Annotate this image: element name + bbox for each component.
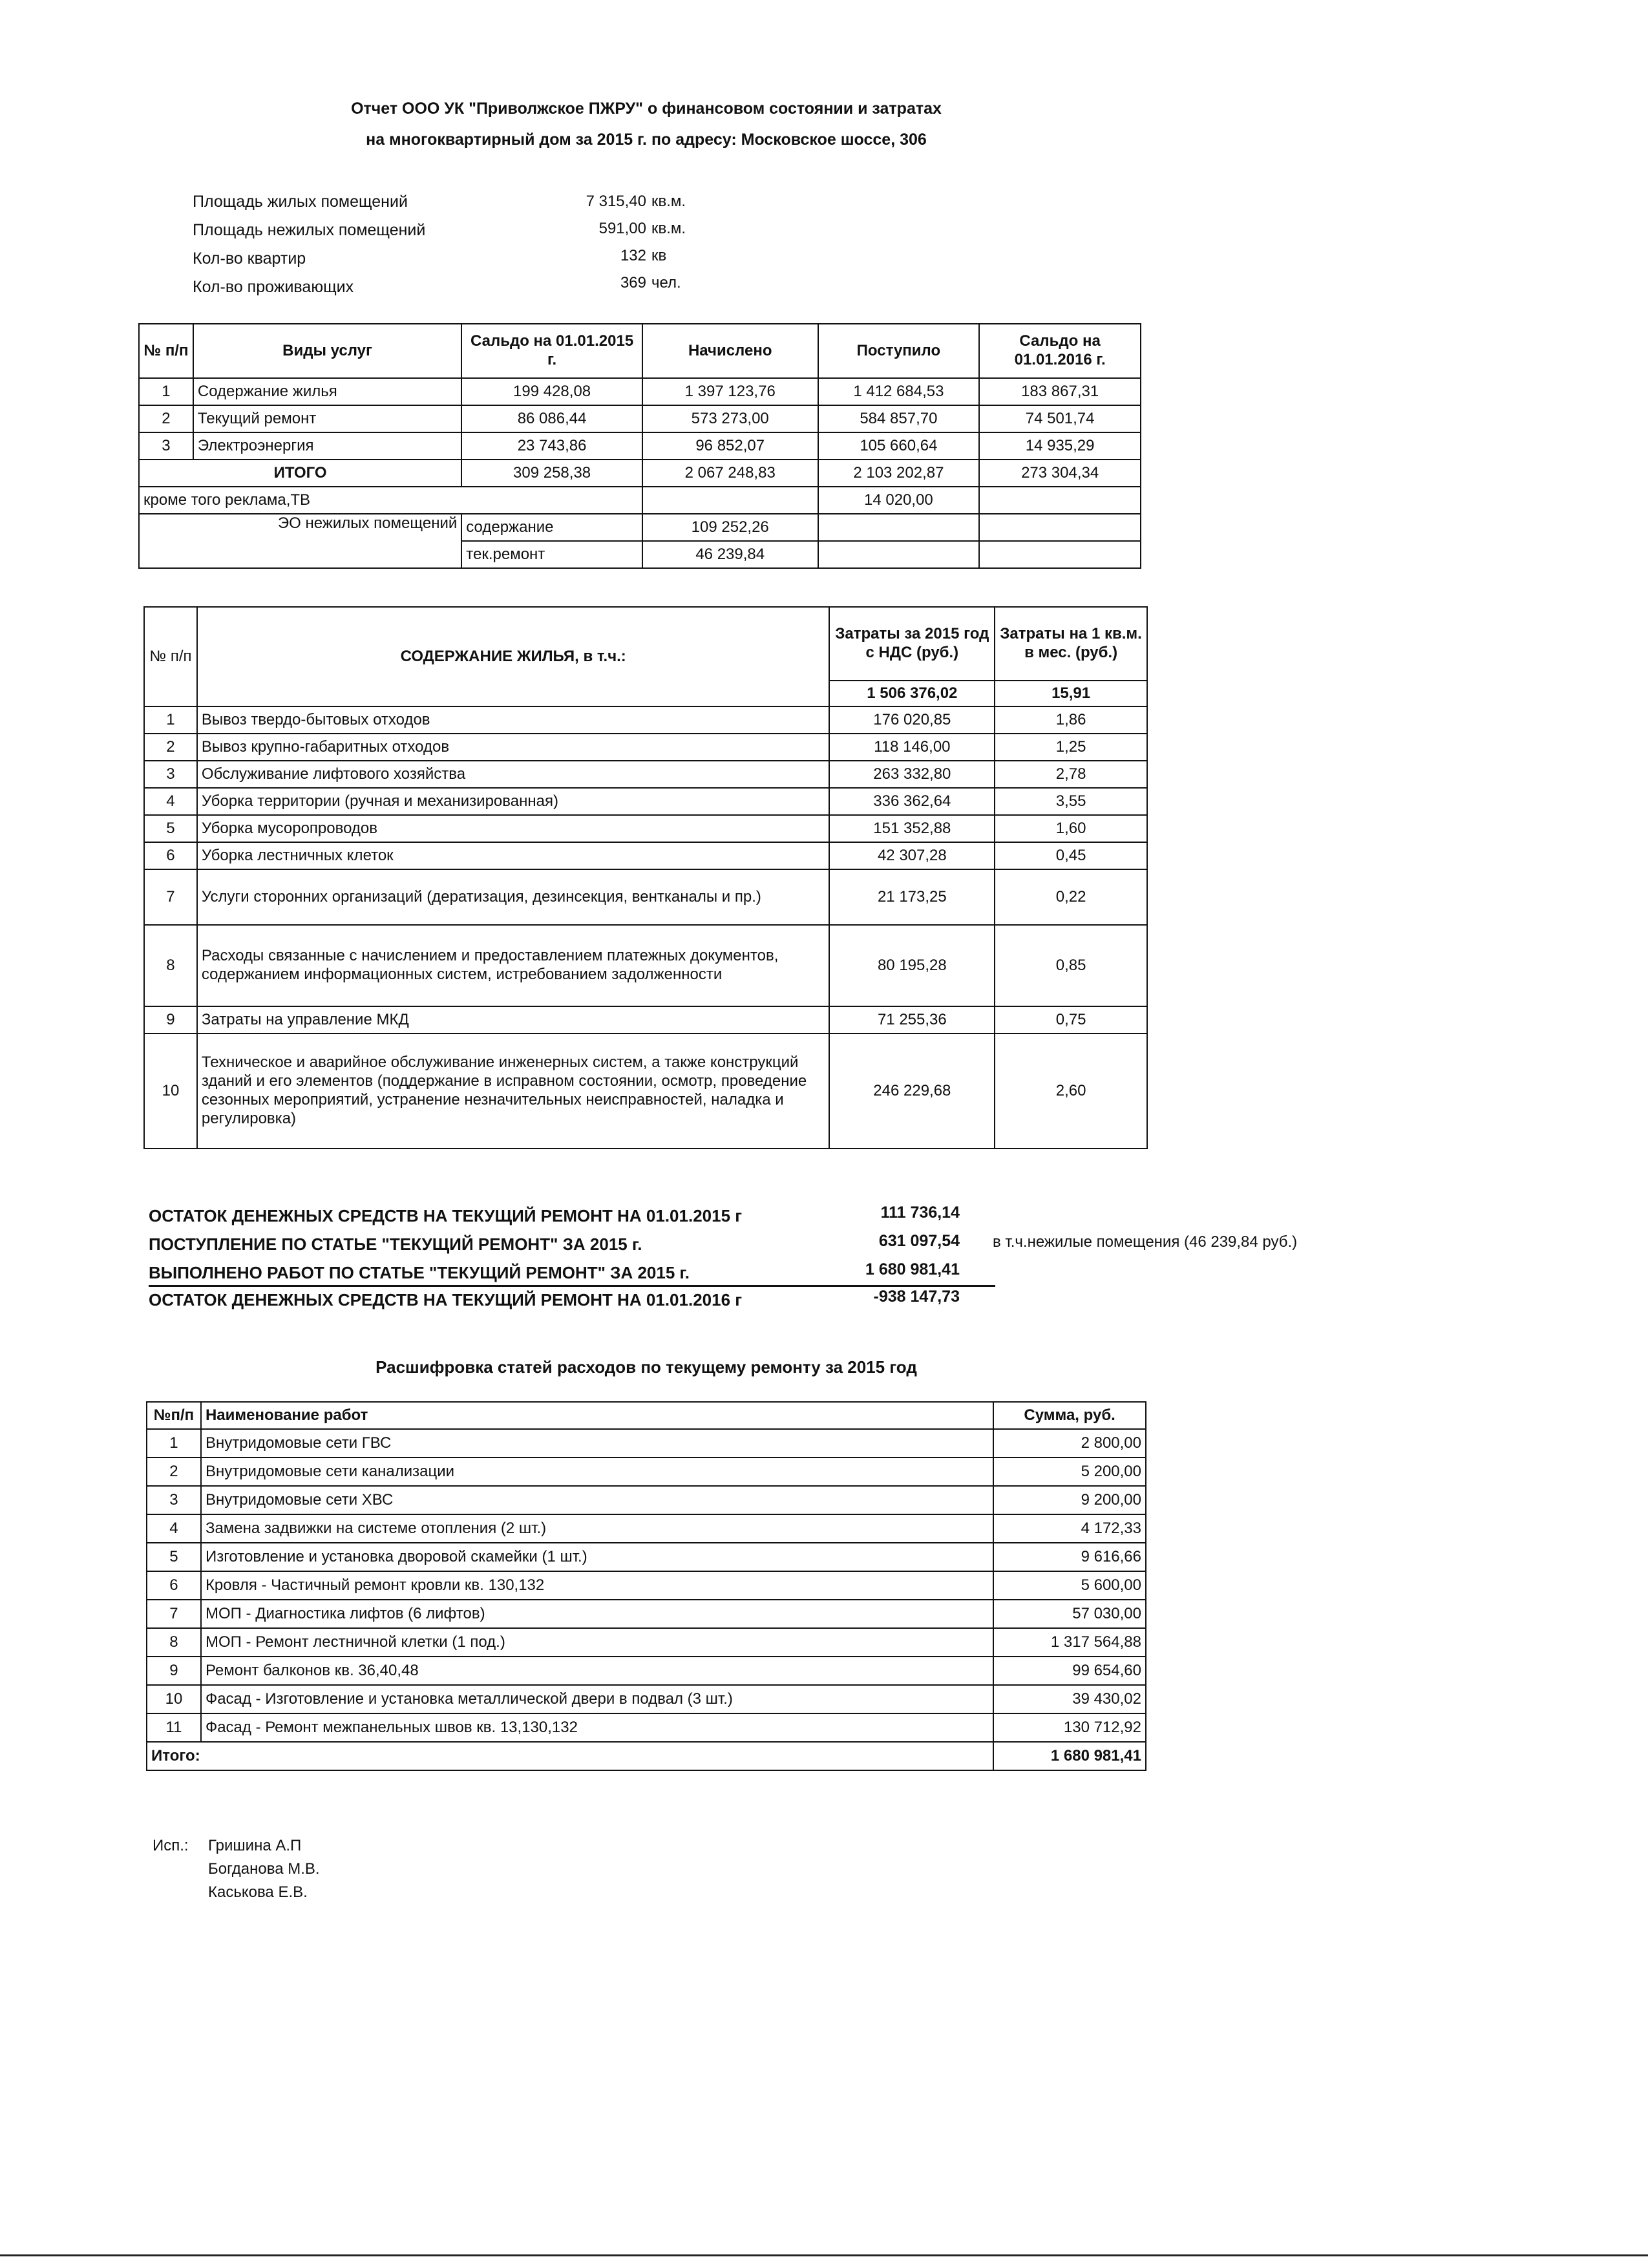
row-num: 4: [144, 788, 197, 815]
work-name: Кровля - Частичный ремонт кровли кв. 130,132: [201, 1571, 993, 1600]
table-row: [139, 378, 1141, 405]
balance-2015: 86 086,44: [461, 405, 642, 432]
info-label-apartments: Кол-во квартир: [193, 249, 306, 268]
balance-2016: 183 867,31: [979, 378, 1141, 405]
row-num: 6: [147, 1571, 201, 1600]
repair-summary-value: 1 680 981,41: [865, 1260, 960, 1278]
table-row: [147, 1514, 1146, 1543]
received: 1 412 684,53: [818, 378, 980, 405]
info-unit-residents: чел.: [651, 274, 681, 291]
repair-summary-label: ВЫПОЛНЕНО РАБОТ ПО СТАТЬЕ "ТЕКУЩИЙ РЕМОНТ" ЗА 2015 г.: [149, 1263, 690, 1282]
row-num: 10: [144, 1033, 197, 1149]
signatures-prefix: Исп.:: [153, 1837, 189, 1854]
table-row: [147, 1457, 1146, 1486]
maintenance-item: Услуги сторонних организаций (дератизация, дезинсекция, вентканалы и пр.): [197, 869, 830, 925]
row-num: 7: [147, 1600, 201, 1628]
services-header-balance-2016: Сальдо на 01.01.2016 г.: [979, 324, 1141, 378]
info-unit-apartments: кв: [651, 247, 667, 264]
received: 105 660,64: [818, 432, 980, 460]
info-unit-nonliving-area: кв.м.: [651, 220, 686, 237]
maintenance-header-title: СОДЕРЖАНИЕ ЖИЛЬЯ, в т.ч.:: [197, 607, 830, 706]
services-table: [138, 323, 1141, 569]
works-header-sum: Сумма, руб.: [993, 1402, 1146, 1429]
empty-cell: [818, 541, 980, 568]
maintenance-cost: 118 146,00: [829, 734, 995, 761]
maintenance-item: Расходы связанные с начислением и предоставлением платежных документов, содержанием информационных систем, истребованием задолженности: [197, 925, 830, 1006]
total-balance-2015: 309 258,38: [461, 460, 642, 487]
scan-edge-line: [0, 2254, 1648, 2256]
row-num: 5: [147, 1543, 201, 1571]
report-title-line2: на многоквартирный дом за 2015 г. по адресу: Московское шоссе, 306: [366, 131, 927, 149]
maintenance-item: Уборка территории (ручная и механизированная): [197, 788, 830, 815]
total-received: 2 103 202,87: [818, 460, 980, 487]
maintenance-cost: 151 352,88: [829, 815, 995, 842]
maintenance-per-sqm: 1,60: [995, 815, 1147, 842]
received: 584 857,70: [818, 405, 980, 432]
table-row: [144, 1006, 1147, 1033]
maintenance-total-cost: 1 506 376,02: [829, 681, 995, 706]
maintenance-per-sqm: 0,22: [995, 869, 1147, 925]
services-header-service: Виды услуг: [193, 324, 461, 378]
maintenance-per-sqm: 1,86: [995, 706, 1147, 734]
maintenance-per-sqm: 0,45: [995, 842, 1147, 869]
service-name: Содержание жилья: [193, 378, 461, 405]
info-label-nonliving-area: Площадь нежилых помещений: [193, 221, 426, 239]
work-sum: 39 430,02: [993, 1685, 1146, 1713]
ads-row: [139, 487, 1141, 514]
maintenance-item: Обслуживание лифтового хозяйства: [197, 761, 830, 788]
table-row: [147, 1600, 1146, 1628]
work-name: Внутридомовые сети канализации: [201, 1457, 993, 1486]
signature-name: Каськова Е.В.: [208, 1883, 308, 1901]
maintenance-cost: 176 020,85: [829, 706, 995, 734]
services-header-received: Поступило: [818, 324, 980, 378]
info-value-nonliving-area: 591,00: [598, 220, 646, 237]
maintenance-item: Вывоз крупно-габаритных отходов: [197, 734, 830, 761]
table-row: [144, 925, 1147, 1006]
repair-summary-label: ОСТАТОК ДЕНЕЖНЫХ СРЕДСТВ НА ТЕКУЩИЙ РЕМОНТ НА 01.01.2015 г: [149, 1206, 743, 1225]
info-label-living-area: Площадь жилых помещений: [193, 193, 408, 211]
maintenance-item: Техническое и аварийное обслуживание инженерных систем, а также конструкций зданий и его элементов (поддержание в исправном состоянии, осмотр, проведение сезонных мероприятий, устранение незначительных неисправностей, наладка и регулировка): [197, 1033, 830, 1149]
eo-sub-maintenance: содержание: [461, 514, 642, 541]
eo-value-maintenance: 109 252,26: [642, 514, 818, 541]
maintenance-per-sqm: 0,85: [995, 925, 1147, 1006]
empty-cell: [979, 541, 1141, 568]
table-row: [147, 1657, 1146, 1685]
table-row: [147, 1429, 1146, 1457]
works-total-label: Итого:: [147, 1742, 993, 1770]
table-row: [144, 788, 1147, 815]
summary-divider: [149, 1285, 995, 1287]
eo-label: ЭО нежилых помещений: [139, 514, 461, 568]
services-header-charged: Начислено: [642, 324, 818, 378]
info-value-apartments: 132: [620, 247, 646, 264]
empty-cell: [979, 487, 1141, 514]
works-title: Расшифровка статей расходов по текущему ремонту за 2015 год: [375, 1357, 917, 1377]
row-num: 8: [147, 1628, 201, 1657]
services-total-row: [139, 460, 1141, 487]
table-row: [144, 1033, 1147, 1149]
eo-value-repair: 46 239,84: [642, 541, 818, 568]
work-name: Внутридомовые сети ХВС: [201, 1486, 993, 1514]
balance-2016: 74 501,74: [979, 405, 1141, 432]
maintenance-per-sqm: 1,25: [995, 734, 1147, 761]
work-sum: 2 800,00: [993, 1429, 1146, 1457]
empty-cell: [979, 514, 1141, 541]
row-num: 3: [139, 432, 193, 460]
maintenance-cost: 80 195,28: [829, 925, 995, 1006]
work-name: Фасад - Изготовление и установка металлической двери в подвал (3 шт.): [201, 1685, 993, 1713]
info-unit-living-area: кв.м.: [651, 193, 686, 210]
work-sum: 1 317 564,88: [993, 1628, 1146, 1657]
work-sum: 9 616,66: [993, 1543, 1146, 1571]
maintenance-cost: 336 362,64: [829, 788, 995, 815]
table-row: [144, 761, 1147, 788]
eo-row-maintenance: [139, 514, 1141, 541]
row-num: 1: [144, 706, 197, 734]
signature-name: Гришина А.П: [208, 1837, 302, 1854]
balance-2016: 14 935,29: [979, 432, 1141, 460]
row-num: 7: [144, 869, 197, 925]
service-name: Текущий ремонт: [193, 405, 461, 432]
balance-2015: 23 743,86: [461, 432, 642, 460]
work-name: Ремонт балконов кв. 36,40,48: [201, 1657, 993, 1685]
row-num: 9: [144, 1006, 197, 1033]
table-row: [144, 869, 1147, 925]
work-sum: 130 712,92: [993, 1713, 1146, 1742]
maintenance-cost: 246 229,68: [829, 1033, 995, 1149]
repair-summary-value: 111 736,14: [880, 1203, 960, 1222]
maintenance-cost: 21 173,25: [829, 869, 995, 925]
row-num: 10: [147, 1685, 201, 1713]
empty-cell: [642, 487, 818, 514]
row-num: 9: [147, 1657, 201, 1685]
table-row: [147, 1543, 1146, 1571]
work-name: Внутридомовые сети ГВС: [201, 1429, 993, 1457]
total-balance-2016: 273 304,34: [979, 460, 1141, 487]
maintenance-cost: 42 307,28: [829, 842, 995, 869]
balance-2015: 199 428,08: [461, 378, 642, 405]
work-name: МОП - Ремонт лестничной клетки (1 под.): [201, 1628, 993, 1657]
maintenance-item: Уборка лестничных клеток: [197, 842, 830, 869]
row-num: 1: [139, 378, 193, 405]
work-sum: 9 200,00: [993, 1486, 1146, 1514]
maintenance-per-sqm: 2,60: [995, 1033, 1147, 1149]
table-row: [147, 1628, 1146, 1657]
table-row: [139, 432, 1141, 460]
row-num: 8: [144, 925, 197, 1006]
info-value-living-area: 7 315,40: [586, 193, 646, 210]
row-num: 2: [139, 405, 193, 432]
works-header-name: Наименование работ: [201, 1402, 993, 1429]
ads-label: кроме того реклама,ТВ: [139, 487, 642, 514]
maintenance-item: Вывоз твердо-бытовых отходов: [197, 706, 830, 734]
work-sum: 57 030,00: [993, 1600, 1146, 1628]
row-num: 5: [144, 815, 197, 842]
maintenance-cost: 263 332,80: [829, 761, 995, 788]
row-num: 2: [147, 1457, 201, 1486]
work-sum: 4 172,33: [993, 1514, 1146, 1543]
works-table: [146, 1401, 1146, 1771]
repair-summary-label: ПОСТУПЛЕНИЕ ПО СТАТЬЕ "ТЕКУЩИЙ РЕМОНТ" ЗА 2015 г.: [149, 1235, 642, 1254]
maintenance-per-sqm: 3,55: [995, 788, 1147, 815]
works-total-sum: 1 680 981,41: [993, 1742, 1146, 1770]
maintenance-per-sqm: 0,75: [995, 1006, 1147, 1033]
services-header-num: № п/п: [139, 324, 193, 378]
table-row: [147, 1685, 1146, 1713]
work-name: Изготовление и установка дворовой скамейки (1 шт.): [201, 1543, 993, 1571]
table-row: [147, 1486, 1146, 1514]
signature-name: Богданова М.В.: [208, 1860, 320, 1878]
work-name: Замена задвижки на системе отопления (2 шт.): [201, 1514, 993, 1543]
service-name: Электроэнергия: [193, 432, 461, 460]
work-name: МОП - Диагностика лифтов (6 лифтов): [201, 1600, 993, 1628]
table-row: [139, 405, 1141, 432]
repair-note: в т.ч.нежилые помещения (46 239,84 руб.): [993, 1233, 1298, 1251]
row-num: 11: [147, 1713, 201, 1742]
info-value-residents: 369: [620, 274, 646, 291]
table-row: [144, 842, 1147, 869]
maintenance-item: Затраты на управление МКД: [197, 1006, 830, 1033]
charged: 573 273,00: [642, 405, 818, 432]
empty-cell: [818, 514, 980, 541]
row-num: 1: [147, 1429, 201, 1457]
ads-received: 14 020,00: [818, 487, 980, 514]
maintenance-table: [143, 606, 1148, 1149]
maintenance-cost: 71 255,36: [829, 1006, 995, 1033]
work-sum: 99 654,60: [993, 1657, 1146, 1685]
table-row: [144, 815, 1147, 842]
charged: 96 852,07: [642, 432, 818, 460]
work-name: Фасад - Ремонт межпанельных швов кв. 13,130,132: [201, 1713, 993, 1742]
maintenance-header-cost: Затраты за 2015 год с НДС (руб.): [829, 607, 995, 681]
table-row: [147, 1571, 1146, 1600]
repair-summary-value: 631 097,54: [878, 1232, 960, 1250]
services-header-balance-2015: Сальдо на 01.01.2015 г.: [461, 324, 642, 378]
table-row: [144, 734, 1147, 761]
row-num: 3: [147, 1486, 201, 1514]
charged: 1 397 123,76: [642, 378, 818, 405]
row-num: 3: [144, 761, 197, 788]
report-title-line1: Отчет ООО УК "Приволжское ПЖРУ" о финансовом состоянии и затратах: [351, 100, 942, 118]
table-row: [147, 1713, 1146, 1742]
repair-summary-value: -938 147,73: [873, 1288, 960, 1306]
row-num: 2: [144, 734, 197, 761]
work-sum: 5 200,00: [993, 1457, 1146, 1486]
works-total-row: [147, 1742, 1146, 1770]
maintenance-item: Уборка мусоропроводов: [197, 815, 830, 842]
maintenance-per-sqm: 2,78: [995, 761, 1147, 788]
maintenance-header-num: № п/п: [144, 607, 197, 706]
info-label-residents: Кол-во проживающих: [193, 278, 354, 296]
eo-sub-repair: тек.ремонт: [461, 541, 642, 568]
maintenance-total-per-sqm: 15,91: [995, 681, 1147, 706]
repair-summary-label: ОСТАТОК ДЕНЕЖНЫХ СРЕДСТВ НА ТЕКУЩИЙ РЕМОНТ НА 01.01.2016 г: [149, 1290, 743, 1309]
work-sum: 5 600,00: [993, 1571, 1146, 1600]
table-row: [144, 706, 1147, 734]
total-charged: 2 067 248,83: [642, 460, 818, 487]
total-label: ИТОГО: [139, 460, 461, 487]
row-num: 6: [144, 842, 197, 869]
row-num: 4: [147, 1514, 201, 1543]
maintenance-header-per-sqm: Затраты на 1 кв.м. в мес. (руб.): [995, 607, 1147, 681]
works-header-num: №п/п: [147, 1402, 201, 1429]
